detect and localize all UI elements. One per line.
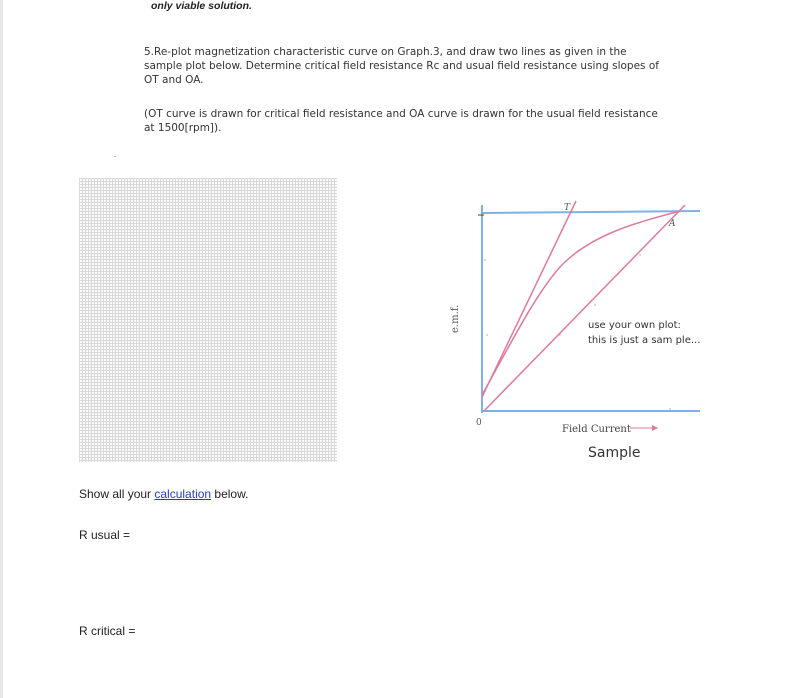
stray-dot: . [114,150,117,159]
a-label: A [669,219,676,229]
magnetization-curve [482,211,680,395]
calculation-instruction [79,487,248,501]
header-note: only viable solution. [151,0,252,12]
line-oa [484,205,685,411]
note-line-2: at 1500[rpm]). [144,122,222,134]
question-note [144,107,658,135]
calculation-link[interactable]: calculation [154,487,212,501]
x-axis-arrowhead [652,425,658,431]
y-axis-label: e.m.f. [450,304,461,333]
origin-label: 0 [476,418,482,428]
t-label: T [564,203,571,213]
question-line-3: OT and OA. [144,74,204,86]
instruction-prefix: Show all your [79,487,155,501]
scan-noise [484,254,671,410]
question-line-1: 5.Re-plot magnetization characteristic curve on Graph.3, and draw two lines as given in the [144,46,627,58]
r-usual-label: R usual = [79,528,131,542]
top-reference-line [482,211,700,213]
note-line-1: (OT curve is drawn for critical field resistance and OA curve is drawn for the usual field resistance [144,108,658,120]
instruction-suffix: below. [211,487,249,501]
question-5 [144,45,659,87]
x-axis-label: Field Current [562,424,631,435]
sample-caption: Sample [588,445,641,461]
sample-plot [440,185,715,475]
sample-note-1: use your own plot: [588,320,681,331]
r-critical-label: R critical = [79,624,136,638]
line-ot [482,201,576,397]
question-line-2: sample plot below. Determine critical field resistance Rc and usual field resistance using slopes of [144,60,659,72]
left-margin-bar [0,0,3,698]
graph-paper-grid [79,178,337,462]
sample-note-2: this is just a sam ple... [588,335,701,346]
